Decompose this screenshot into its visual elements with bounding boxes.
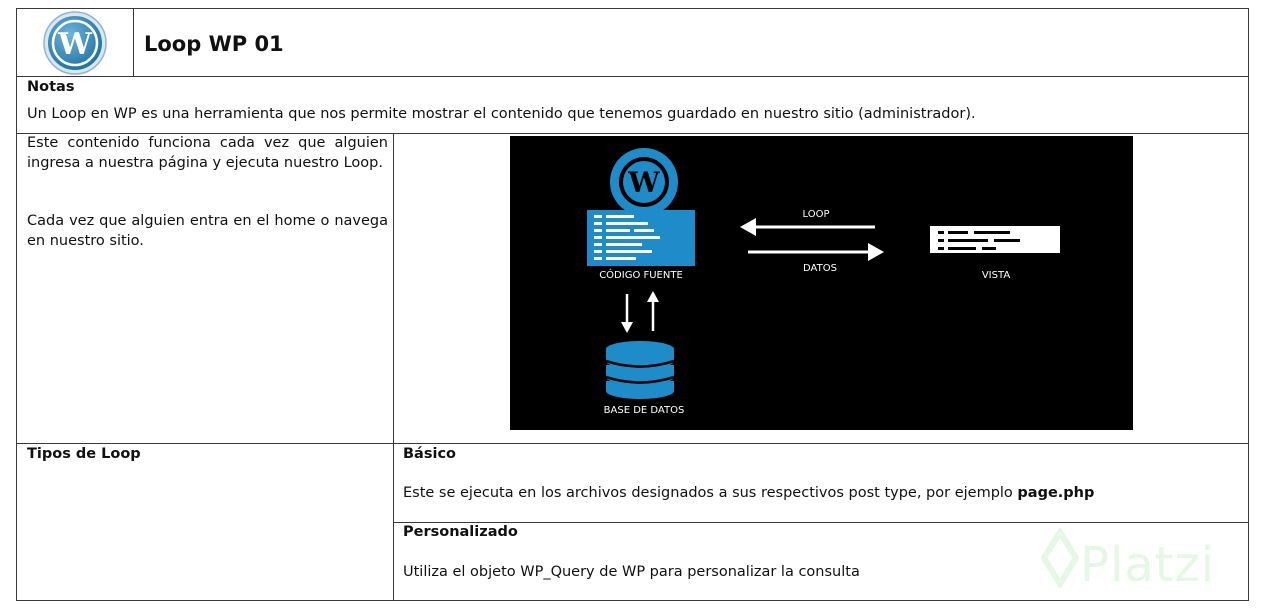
- loop-diagram: [510, 136, 1133, 430]
- basico-description: [403, 484, 1094, 503]
- border-right: [1248, 8, 1249, 601]
- notas-text: Un Loop en WP es una herramienta que nos permite mostrar el contenido que tenemos guardado en nuestro sitio (administrador).: [27, 106, 976, 122]
- source-code-icon: [587, 210, 695, 266]
- border-top: [16, 8, 1249, 9]
- border-basico-bottom: [393, 522, 1249, 523]
- personalizado-heading: Personalizado: [403, 524, 518, 540]
- notas-heading: Notas: [27, 79, 75, 95]
- svg-text:W: W: [628, 166, 660, 199]
- basico-example-file: page.php: [1017, 485, 1095, 501]
- loop-label: LOOP: [802, 209, 830, 220]
- db-arrows: [621, 291, 659, 333]
- tipos-heading: Tipos de Loop: [27, 446, 141, 462]
- loop-arrow: [740, 218, 875, 236]
- source-code-label: CÓDIGO FUENTE: [599, 270, 683, 281]
- diagram-wordpress-icon: [610, 148, 678, 216]
- personalizado-description: Utiliza el objeto WP_Query de WP para personalizar la consulta: [403, 564, 860, 580]
- border-left: [16, 8, 17, 601]
- vista-icon: [930, 226, 1060, 253]
- svg-text:W: W: [58, 27, 92, 62]
- vista-label: VISTA: [981, 270, 1011, 281]
- content-paragraph-1: Este contenido funciona cada vez que alguien ingresa a nuestra página y ejecuta nuestro Loop.: [27, 135, 388, 171]
- border-content-bottom: [16, 443, 1249, 444]
- platzi-watermark: Platzi: [1080, 537, 1216, 593]
- datos-arrow: [748, 243, 884, 261]
- page-title: Loop WP 01: [144, 32, 284, 56]
- basico-description-text: Este se ejecuta en los archivos designados a sus respectivos post type, por ejemplo: [403, 485, 1018, 501]
- platzi-logo-icon: [1040, 528, 1080, 592]
- border-header-bottom: [16, 76, 1249, 77]
- border-logo-right: [133, 8, 134, 76]
- border-bottom: [16, 600, 1249, 601]
- basico-heading: Básico: [403, 446, 456, 462]
- datos-label: DATOS: [803, 263, 837, 274]
- database-label: BASE DE DATOS: [603, 405, 685, 416]
- wordpress-logo-icon: [38, 10, 112, 76]
- content-paragraph-2: Cada vez que alguien entra en el home o navega en nuestro sitio.: [27, 213, 388, 249]
- border-column-divider: [393, 133, 394, 601]
- database-icon: [606, 341, 674, 399]
